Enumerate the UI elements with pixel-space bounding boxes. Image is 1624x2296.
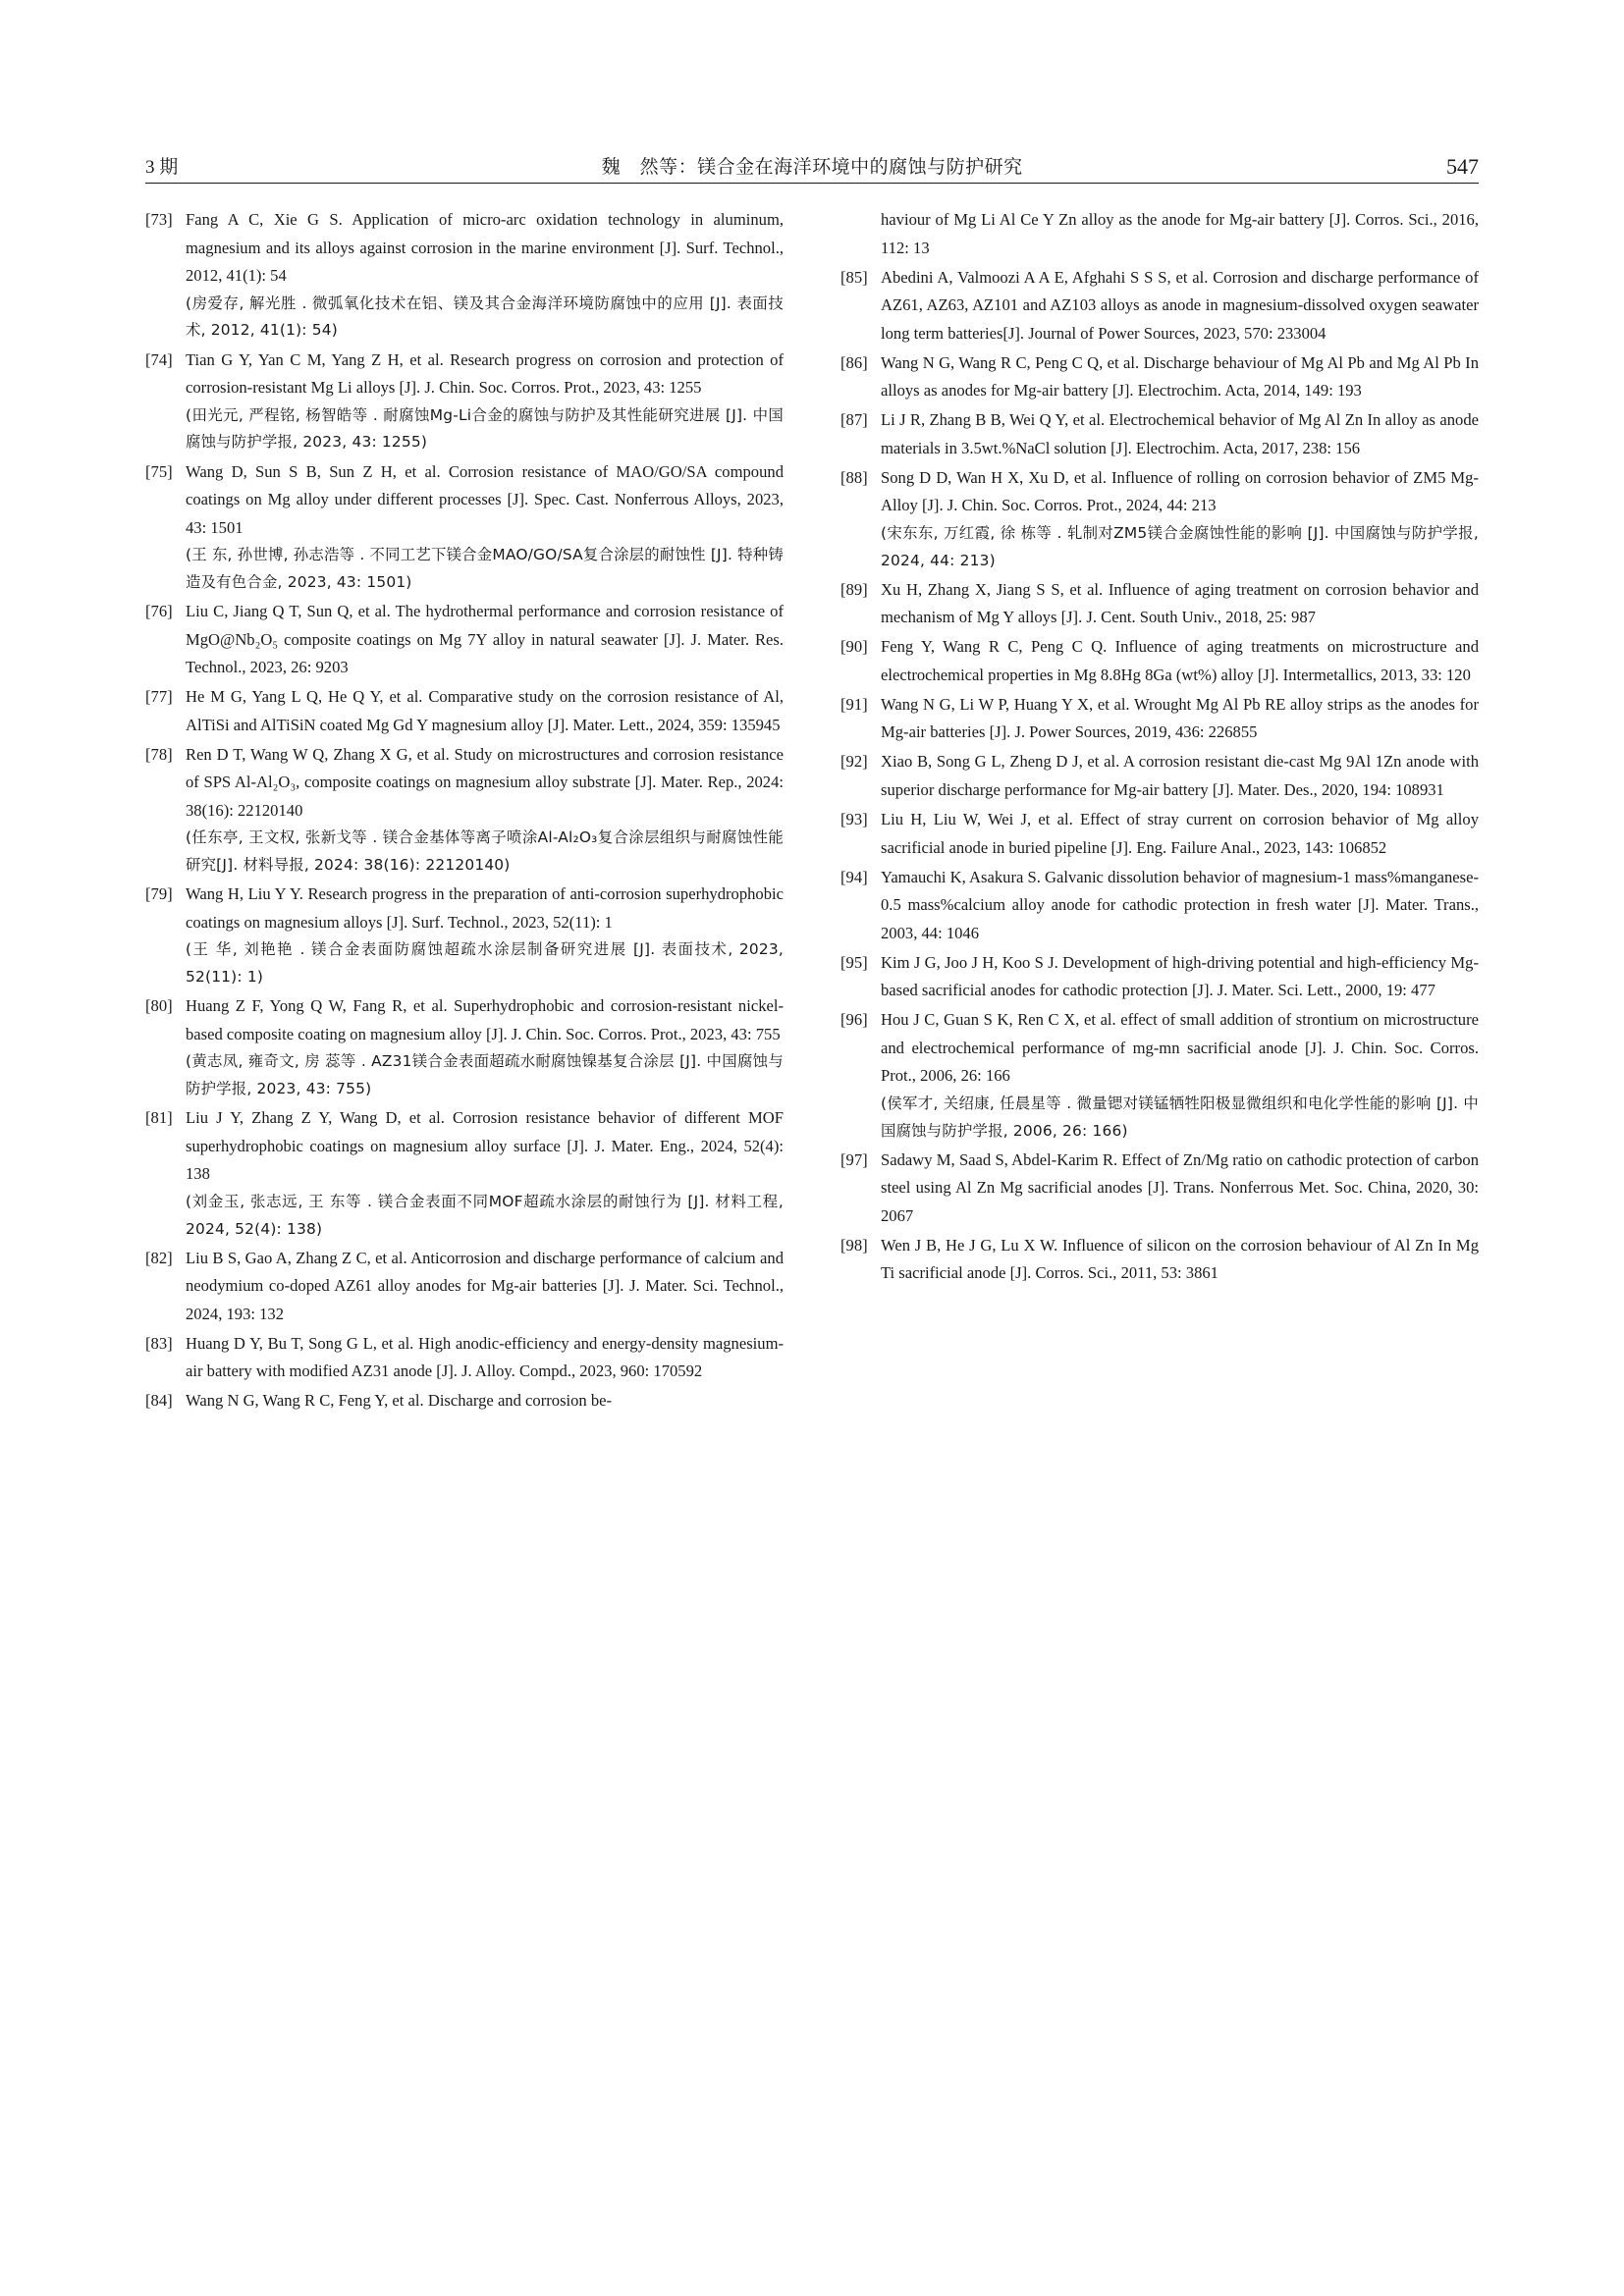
reference-text-en: Feng Y, Wang R C, Peng C Q. Influence of aging treatments on microstructure and electrochemical properties in Mg 8.8Hg 8Ga (wt%) alloy [J]. Intermetallics, 2013, 33: 120 xyxy=(881,637,1479,684)
reference-text-en: Wang D, Sun S B, Sun Z H, et al. Corrosion resistance of MAO/GO/SA compound coatings on Mg alloy under different processes [J]. Spec. Cast. Nonferrous Alloys, 2023, 43: 1501 xyxy=(186,461,784,537)
reference-text-en: Huang D Y, Bu T, Song G L, et al. High anodic-efficiency and energy-density magnesium-air battery with modified AZ31 anode [J]. J. Alloy. Compd., 2023, 960: 170592 xyxy=(186,1333,784,1381)
reference-number: [83] xyxy=(145,1333,173,1353)
reference-item xyxy=(840,633,1479,689)
reference-text-cn: (宋东东, 万红霞, 徐 栋等 . 轧制对ZM5镁合金腐蚀性能的影响 [J]. 中国腐蚀与防护学报, 2024, 44: 213) xyxy=(881,523,1479,569)
reference-item xyxy=(840,949,1479,1005)
reference-text-en: Huang Z F, Yong Q W, Fang R, et al. Superhydrophobic and corrosion-resistant nickel-based composite coating on magnesium alloy [J]. J. Chin. Soc. Corros. Prot., 2023, 43: 755 xyxy=(186,996,784,1043)
reference-text-en: Abedini A, Valmoozi A A E, Afghahi S S S, et al. Corrosion and discharge performance of AZ61, AZ63, AZ101 and AZ103 alloys as anode in magnesium-dissolved oxygen seawater long term batteries[J]. Journal of Power Sources, 2023, 570: 233004 xyxy=(881,267,1479,343)
reference-text-en: Song D D, Wan H X, Xu D, et al. Influence of rolling on corrosion behavior of ZM5 Mg-Alloy [J]. J. Chin. Soc. Corros. Prot., 2024, 44: 213 xyxy=(881,467,1479,515)
reference-number: [98] xyxy=(840,1235,868,1255)
reference-number xyxy=(840,206,881,262)
reference-item xyxy=(145,206,784,345)
reference-number: [81] xyxy=(145,1108,173,1128)
reference-item xyxy=(840,576,1479,632)
reference-item xyxy=(145,1104,784,1243)
reference-text-en: Wang N G, Wang R C, Feng Y, et al. Discharge and corrosion be- xyxy=(186,1391,613,1411)
reference-text-cn: (王 东, 孙世博, 孙志浩等 . 不同工艺下镁合金MAO/GO/SA复合涂层的耐蚀性 [J]. 特种铸造及有色合金, 2023, 43: 1501) xyxy=(186,546,784,591)
reference-text-en: Wang N G, Wang R C, Peng C Q, et al. Discharge behaviour of Mg Al Pb and Mg Al Pb In alloys as anodes for Mg-air battery [J]. Electrochim. Acta, 2014, 149: 193 xyxy=(881,352,1479,400)
reference-text-en: Wang N G, Li W P, Huang Y X, et al. Wrought Mg Al Pb RE alloy strips as the anodes for Mg-air batteries [J]. J. Power Sources, 2019, 436: 226855 xyxy=(881,694,1479,742)
reference-item xyxy=(840,691,1479,747)
reference-number: [85] xyxy=(840,267,868,287)
reference-column-right xyxy=(840,206,1479,1416)
reference-number: [93] xyxy=(840,810,868,829)
reference-number: [94] xyxy=(840,867,868,886)
reference-column-left xyxy=(145,206,784,1416)
reference-text-cn: (房爱存, 解光胜 . 微弧氧化技术在铝、镁及其合金海洋环境防腐蚀中的应用 [J]. 表面技术, 2012, 41(1): 54) xyxy=(186,294,784,340)
reference-item xyxy=(145,598,784,682)
reference-item xyxy=(840,806,1479,862)
page-number: 547 xyxy=(1446,153,1479,179)
reference-text-cn: (田光元, 严程铭, 杨智皓等 . 耐腐蚀Mg-Li合金的腐蚀与防护及其性能研究进展 [J]. 中国腐蚀与防护学报, 2023, 43: 1255) xyxy=(186,405,784,452)
running-head xyxy=(145,145,1479,179)
article-running-title: 魏 然等：镁合金在海洋环境中的腐蚀与防护研究 xyxy=(601,157,1023,179)
reference-item xyxy=(840,264,1479,348)
reference-item xyxy=(840,464,1479,575)
reference-text-en: He M G, Yang L Q, He Q Y, et al. Comparative study on the corrosion resistance of Al, AlTiSi and AlTiSiN coated Mg Gd Y magnesium alloy [J]. Mater. Lett., 2024, 359: 135945 xyxy=(186,687,784,734)
reference-item xyxy=(145,1245,784,1329)
reference-number: [96] xyxy=(840,1010,868,1030)
reference-text-en: Hou J C, Guan S K, Ren C X, et al. effect of small addition of strontium on microstructure and electrochemical performance of mg-mn sacrificial anode [J]. J. Chin. Soc. Corros. Prot., 2006, 26: 166 xyxy=(881,1010,1479,1086)
reference-text-en: Liu H, Liu W, Wei J, et al. Effect of stray current on corrosion behavior of Mg alloy sacrificial anode in buried pipeline [J]. Eng. Failure Anal., 2023, 143: 106852 xyxy=(881,810,1479,857)
reference-text-en: Fang A C, Xie G S. Application of micro-arc oxidation technology in aluminum, magnesium and its alloys against corrosion in the marine environment [J]. Surf. Technol., 2012, 41(1): 54 xyxy=(186,210,784,286)
reference-text-cn: (侯军才, 关绍康, 任晨星等 . 微量锶对镁锰牺牲阳极显微组织和电化学性能的影响 [J]. 中国腐蚀与防护学报, 2006, 26: 166) xyxy=(881,1094,1479,1140)
reference-number: [79] xyxy=(145,884,173,904)
reference-text-en: Wen J B, He J G, Lu X W. Influence of silicon on the corrosion behaviour of Al Zn In Mg Ti sacrificial anode [J]. Corros. Sci., 2011, 53: 3861 xyxy=(881,1235,1479,1283)
reference-text-en: Liu B S, Gao A, Zhang Z C, et al. Anticorrosion and discharge performance of calcium and neodymium co-doped AZ61 alloy anodes for Mg-air batteries [J]. J. Mater. Sci. Technol., 2024, 193: 132 xyxy=(186,1248,784,1323)
reference-item xyxy=(840,1147,1479,1231)
reference-number: [77] xyxy=(145,687,173,707)
reference-text-en: Liu J Y, Zhang Z Y, Wang D, et al. Corrosion resistance behavior of different MOF superhydrophobic coatings on magnesium alloy surface [J]. J. Mater. Eng., 2024, 52(4): 138 xyxy=(186,1108,784,1184)
reference-text-en: Tian G Y, Yan C M, Yang Z H, et al. Research progress on corrosion and protection of corrosion-resistant Mg Li alloys [J]. J. Chin. Soc. Corros. Prot., 2023, 43: 1255 xyxy=(186,349,784,398)
reference-item xyxy=(145,741,784,880)
reference-text-en: Sadawy M, Saad S, Abdel-Karim R. Effect of Zn/Mg ratio on cathodic protection of carbon steel using Al Zn Mg sacrificial anodes [J]. Trans. Nonferrous Met. Soc. China, 2020, 30: 2067 xyxy=(881,1149,1479,1225)
reference-number: [91] xyxy=(840,694,868,714)
reference-item xyxy=(145,458,784,597)
reference-text-en: haviour of Mg Li Al Ce Y Zn alloy as the anode for Mg-air battery [J]. Corros. Sci., 2016, 112: 13 xyxy=(881,210,1479,257)
reference-item xyxy=(840,748,1479,804)
reference-number: [95] xyxy=(840,952,868,972)
reference-number: [78] xyxy=(145,744,173,764)
reference-item xyxy=(145,683,784,739)
reference-number: [73] xyxy=(145,210,173,229)
reference-number: [84] xyxy=(145,1391,173,1411)
reference-item xyxy=(840,1006,1479,1145)
reference-number: [97] xyxy=(840,1149,868,1169)
reference-number: [86] xyxy=(840,352,868,372)
reference-number: [75] xyxy=(145,461,173,481)
reference-number: [80] xyxy=(145,996,173,1016)
reference-item xyxy=(840,406,1479,462)
reference-number: [88] xyxy=(840,467,868,487)
issue-number: 3 期 xyxy=(145,157,179,179)
reference-text-en: Xu H, Zhang X, Jiang S S, et al. Influence of aging treatment on corrosion behavior and mechanism of Mg Y alloys [J]. J. Cent. South Univ., 2018, 25: 987 xyxy=(881,579,1479,627)
reference-text-en: Ren D T, Wang W Q, Zhang X G, et al. Study on microstructures and corrosion resistance of SPS Al-Al₂O₃, composite coatings on magnesium alloy substrate [J]. Mater. Rep., 2024: 38(16): 22120140 xyxy=(186,744,784,820)
reference-item-continuation xyxy=(840,206,1479,262)
reference-text-en: Liu C, Jiang Q T, Sun Q, et al. The hydrothermal performance and corrosion resistance of MgO@Nb₂O₅ composite coatings on Mg 7Y alloy in natural seawater [J]. J. Mater. Res. Technol., 2023, 26: 9203 xyxy=(186,602,784,677)
reference-text-cn: (任东亭, 王文权, 张新戈等 . 镁合金基体等离子喷涂Al-Al₂O₃复合涂层组织与耐腐蚀性能研究[J]. 材料导报, 2024: 38(16): 22120140) xyxy=(186,828,784,875)
reference-number: [74] xyxy=(145,349,173,369)
reference-item xyxy=(145,1387,784,1415)
reference-number: [89] xyxy=(840,579,868,599)
reference-number: [82] xyxy=(145,1248,173,1267)
reference-text-en: Xiao B, Song G L, Zheng D J, et al. A corrosion resistant die-cast Mg 9Al 1Zn anode with superior discharge performance for Mg-air battery [J]. Mater. Des., 2020, 194: 108931 xyxy=(881,752,1479,799)
reference-item xyxy=(145,881,784,991)
header-divider xyxy=(145,183,1479,184)
reference-number: [76] xyxy=(145,602,173,621)
reference-text-en: Kim J G, Joo J H, Koo S J. Development of high-driving potential and high-efficiency Mg-based sacrificial anodes for cathodic protection [J]. J. Mater. Sci. Lett., 2000, 19: 477 xyxy=(881,952,1479,1000)
reference-number: [92] xyxy=(840,752,868,772)
reference-item xyxy=(840,1232,1479,1288)
reference-item xyxy=(145,992,784,1103)
reference-text-cn: (刘金玉, 张志远, 王 东等 . 镁合金表面不同MOF超疏水涂层的耐蚀行为 [J]. 材料工程, 2024, 52(4): 138) xyxy=(186,1192,784,1238)
reference-columns xyxy=(145,206,1479,1416)
reference-item xyxy=(145,347,784,457)
reference-text-cn: (王 华, 刘艳艳 . 镁合金表面防腐蚀超疏水涂层制备研究进展 [J]. 表面技术, 2023, 52(11): 1) xyxy=(186,940,784,987)
reference-item xyxy=(840,864,1479,948)
reference-number: [90] xyxy=(840,637,868,657)
reference-text-en: Li J R, Zhang B B, Wei Q Y, et al. Electrochemical behavior of Mg Al Zn In alloy as anode materials in 3.5wt.%NaCl solution [J]. Electrochim. Acta, 2017, 238: 156 xyxy=(881,410,1479,457)
reference-item xyxy=(145,1330,784,1386)
reference-item xyxy=(840,349,1479,405)
reference-text-en: Yamauchi K, Asakura S. Galvanic dissolution behavior of magnesium-1 mass%manganese-0.5 mass%calcium alloy anode for cathodic protection in fresh water [J]. Mater. Trans., 2003, 44: 1046 xyxy=(881,867,1479,942)
reference-number: [87] xyxy=(840,410,868,430)
reference-text-cn: (黄志凤, 雍奇文, 房 蕊等 . AZ31镁合金表面超疏水耐腐蚀镍基复合涂层 [J]. 中国腐蚀与防护学报, 2023, 43: 755) xyxy=(186,1052,784,1098)
reference-text-en: Wang H, Liu Y Y. Research progress in the preparation of anti-corrosion superhydrophobic coatings on magnesium alloys [J]. Surf. Technol., 2023, 52(11): 1 xyxy=(186,884,784,932)
